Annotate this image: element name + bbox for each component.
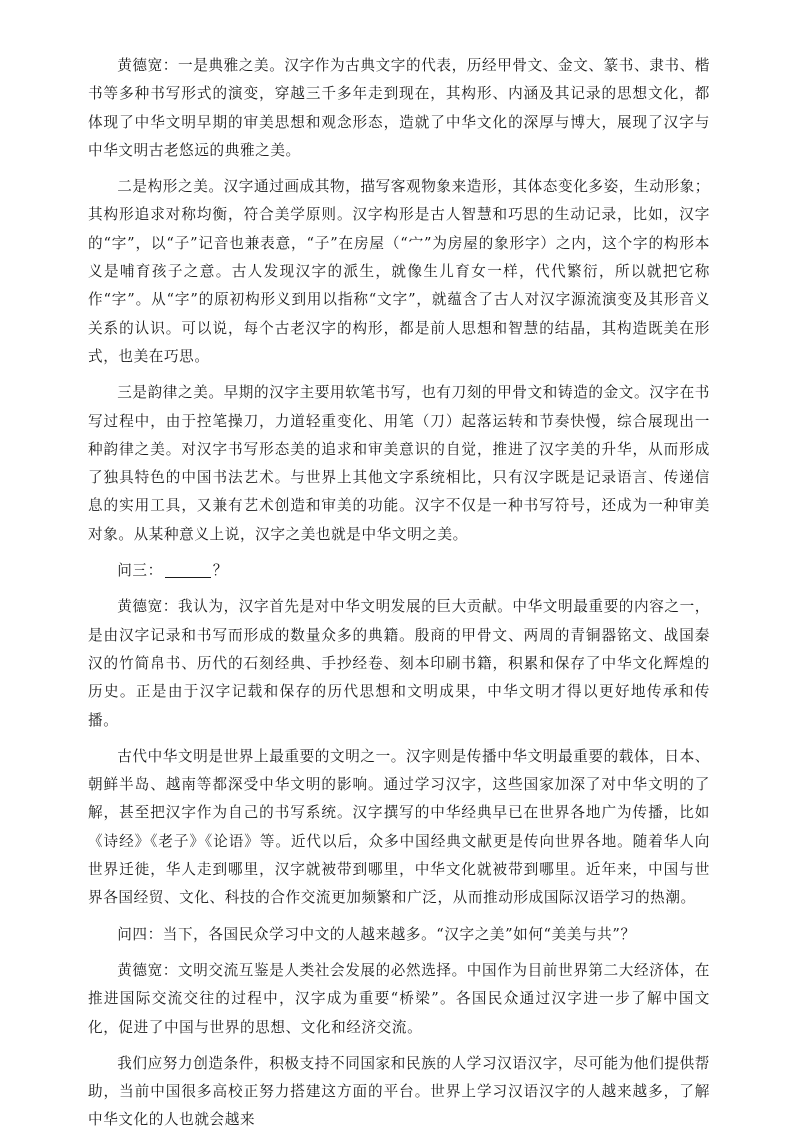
question-four: 问四：当下，各国民众学习中文的人越来越多。“汉字之美”如何“美美与共”？ [117,925,636,943]
paragraph-support: 我们应努力创造条件，积极支持不同国家和民族的人学习汉语汉字，尽可能为他们提供帮助，当前中国很多高校正努力搭建这方面的平台。世界上学习汉语汉字的人越来越多，了解中华文化的人也就会越来 [88,1054,710,1129]
paragraph-contribution: 黄德宽：我认为，汉字首先是对中华文明发展的巨大贡献。中华文明最重要的内容之一，是由汉字记录和书写而形成的数量众多的典籍。殷商的甲骨文、两周的青铜器铭文、战国秦汉的竹简帛书、历代的石刻经典、手抄经卷、刻本印刷书籍，积累和保存了中华文化辉煌的历史。正是由于汉字记载和保存的历代思想和文明成果，中华文明才得以更好地传承和传播。 [88,598,710,729]
paragraph-structure: 二是构形之美。汉字通过画成其物，描写客观物象来造形，其体态变化多姿，生动形象；其构形追求对称均衡，符合美学原则。汉字构形是古人智慧和巧思的生动记录，比如，汉字的“字”，以“子”记音也兼表意，“子”在房屋（“宀”为房屋的象形字）之内，这个字的构形本义是哺育孩子之意。古人发现汉字的派生，就像生儿育女一样，代代繁衍，所以就把它称作“字”。从“字”的原初构形义到用以指称“文字”，就蕴含了古人对汉字源流演变及其形音义关系的认识。可以说，每个古老汉字的构形，都是前人思想和智慧的结晶，其构造既美在形式，也美在巧思。 [88,178,710,365]
paragraph-elegance: 黄德宽：一是典雅之美。汉字作为古典文字的代表，历经甲骨文、金文、篆书、隶书、楷书等多种书写形式的演变，穿越三千多年走到现在，其构形、内涵及其记录的思想文化，都体现了中华文明早期的审美思想和观念形态，造就了中华文化的深厚与博大，展现了汉字与中华文明古老悠远的典雅之美。 [88,57,710,159]
question-three-suffix: ？ [212,562,228,580]
fill-in-blank [165,561,211,578]
paragraph-exchange: 黄德宽：文明交流互鉴是人类社会发展的必然选择。中国作为目前世界第二大经济体，在推进国际交流交往的过程中，汉字成为重要“桥梁”。各国民众通过汉字进一步了解中国文化，促进了中国与世界的思想、文化和经济交流。 [88,961,710,1036]
paragraph-rhythm: 三是韵律之美。早期的汉字主要用软笔书写，也有刀刻的甲骨文和铸造的金文。汉字在书写过程中，由于控笔操刀，力道轻重变化、用笔（刀）起落运转和节奏快慢，综合展现出一种韵律之美。对汉字书写形态美的追求和审美意识的自觉，推进了汉字美的升华，从而形成了独具特色的中国书法艺术。与世界上其他文字系统相比，只有汉字既是记录语言、传递信息的实用工具，又兼有艺术创造和审美的功能。汉字不仅是一种书写符号，还成为一种审美对象。从某种意义上说，汉字之美也就是中华文明之美。 [88,384,710,543]
question-three-prefix: 问三： [117,562,163,580]
document-body [88,52,710,1143]
paragraph-spread: 古代中华文明是世界上最重要的文明之一。汉字则是传播中华文明最重要的载体，日本、朝鲜半岛、越南等都深受中华文明的影响。通过学习汉字，这些国家加深了对中华文明的了解，甚至把汉字作为自己的书写系统。汉字撰写的中华经典早已在世界各地广为传播，比如《诗经》《老子》《论语》等。近代以后，众多中国经典文献更是传向世界各地。随着华人向世界迁徙，华人走到哪里，汉字就被带到哪里，中华文化就被带到哪里。近年来，中国与世界各国经贸、文化、科技的合作交流更加频繁和广泛，从而推动形成国际汉语学习的热潮。 [88,747,710,907]
question-three [88,557,710,585]
